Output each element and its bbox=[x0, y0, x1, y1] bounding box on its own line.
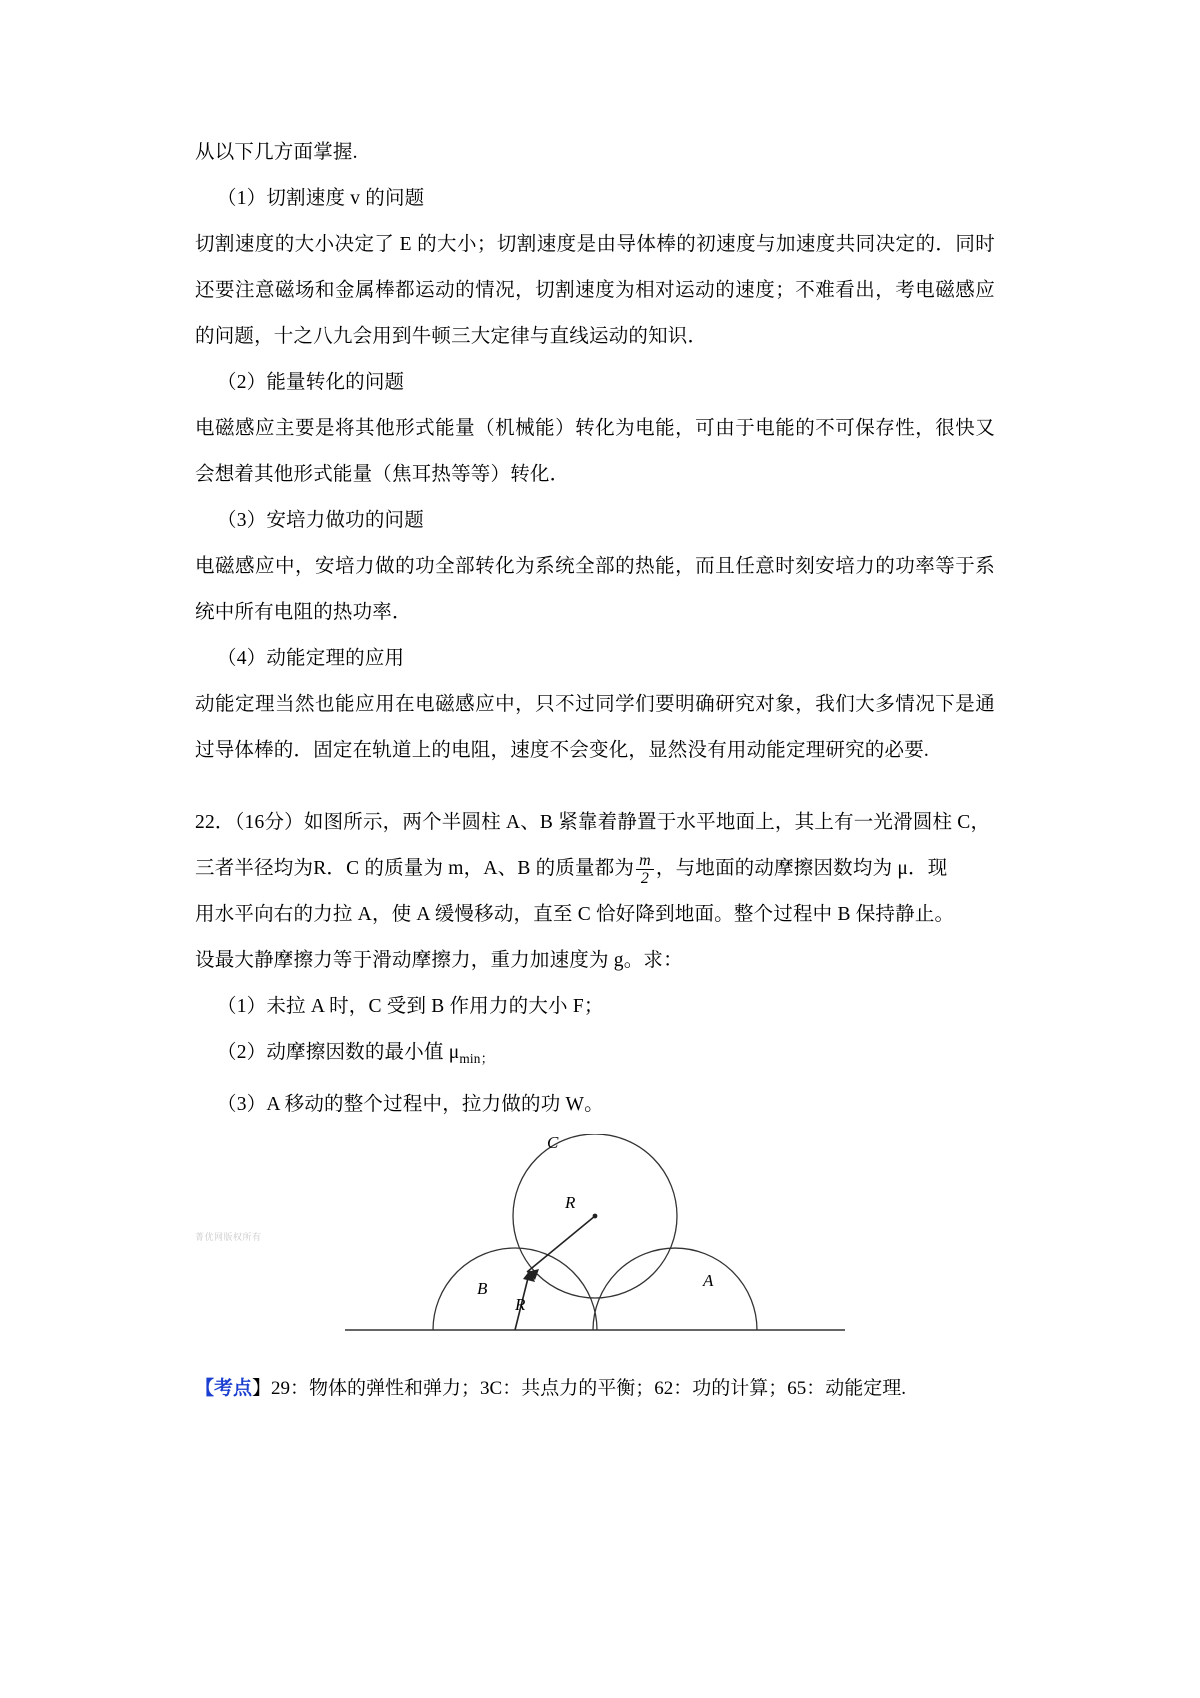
question-item-3: （3）A 移动的整个过程中，拉力做的功 W。 bbox=[217, 1093, 604, 1115]
question-22 bbox=[195, 800, 995, 1128]
question-stem-text-2a: 三者半径均为R．C 的质量为 m，A、B 的质量都为 bbox=[195, 858, 635, 879]
label-r-lower: R bbox=[515, 1294, 526, 1314]
question-item-2-subscript: min； bbox=[459, 1050, 495, 1066]
question-stem-text-2b: ，与地面的动摩擦因数均为 μ．现 bbox=[655, 858, 948, 879]
question-number: 22． bbox=[195, 812, 235, 833]
kaodian-content: 29：物体的弹性和弹力；3C：共点力的平衡；62：功的计算；65：动能定理. bbox=[271, 1377, 906, 1399]
question-stem-line3: 用水平向右的力拉 A，使 A 缓慢移动，直至 C 恰好降到地面。整个过程中 B 保持静止。 bbox=[195, 904, 955, 925]
question-stem-text-1: 如图所示，两个半圆柱 A、B 紧靠着静置于水平地面上，其上有一光滑圆柱 C， bbox=[303, 812, 991, 833]
paragraph-1: （1）切割速度 v 的问题 bbox=[217, 188, 425, 209]
figure-watermark: 菁优网版权所有 bbox=[195, 1231, 262, 1242]
fraction-numerator: m bbox=[639, 851, 651, 869]
label-b: B bbox=[477, 1278, 488, 1298]
center-dot-c bbox=[593, 1213, 598, 1218]
semicircle-b bbox=[433, 1248, 597, 1330]
kaodian-line bbox=[195, 1372, 995, 1406]
radius-upper-line bbox=[527, 1216, 595, 1272]
paragraph-3: （2）能量转化的问题 bbox=[217, 372, 405, 393]
semicircle-a bbox=[593, 1248, 757, 1330]
question-item-1: （1）未拉 A 时，C 受到 B 作用力的大小 F； bbox=[217, 996, 604, 1017]
label-c: C bbox=[547, 1133, 559, 1152]
question-score: （16分） bbox=[234, 812, 304, 833]
question-item-2 bbox=[195, 1030, 995, 1082]
figure-svg bbox=[325, 1134, 865, 1364]
kaodian-bracket-close: 】 bbox=[252, 1377, 272, 1399]
paragraph-0: 从以下几方面掌握. bbox=[195, 142, 358, 163]
paragraph-7: （4）动能定理的应用 bbox=[217, 648, 405, 669]
question-item-2-text: （2）动摩擦因数的最小值 μ bbox=[217, 1042, 460, 1063]
paragraph-2: 切割速度的大小决定了 E 的大小；切割速度是由导体棒的初速度与加速度共同决定的．同时还要注意磁场和金属棒都运动的情况，切割速度为相对运动的速度；不难看出，考电磁感应的问题，十之八九会用到牛顿三大定律与直线运动的知识． bbox=[195, 234, 995, 347]
paragraph-4: 电磁感应主要是将其他形式能量（机械能）转化为电能，可由于电能的不可保存性，很快又会想着其他形式能量（焦耳热等等）转化． bbox=[195, 418, 995, 485]
mass-fraction bbox=[636, 852, 654, 888]
fraction-denominator: 2 bbox=[636, 869, 654, 887]
question-stem-line1 bbox=[195, 800, 995, 846]
kaodian-label: 考点 bbox=[214, 1377, 253, 1399]
question-stem-line4: 设最大静摩擦力等于滑动摩擦力，重力加速度为 g。求： bbox=[195, 950, 683, 971]
paragraph-5: （3）安培力做功的问题 bbox=[217, 510, 424, 531]
question-stem-line2 bbox=[195, 846, 995, 892]
kaodian-bracket-open: 【 bbox=[195, 1377, 215, 1399]
paragraph-8: 动能定理当然也能应用在电磁感应中，只不过同学们要明确研究对象，我们大多情况下是通过导体棒的．固定在轨道上的电阻，速度不会变化，显然没有用动能定理研究的必要. bbox=[195, 694, 995, 761]
paragraph-6: 电磁感应中，安培力做的功全部转化为系统全部的热能，而且任意时刻安培力的功率等于系统中所有电阻的热功率． bbox=[195, 556, 995, 623]
label-r-upper: R bbox=[565, 1192, 576, 1212]
physics-figure bbox=[195, 1134, 995, 1366]
label-a: A bbox=[703, 1270, 714, 1290]
